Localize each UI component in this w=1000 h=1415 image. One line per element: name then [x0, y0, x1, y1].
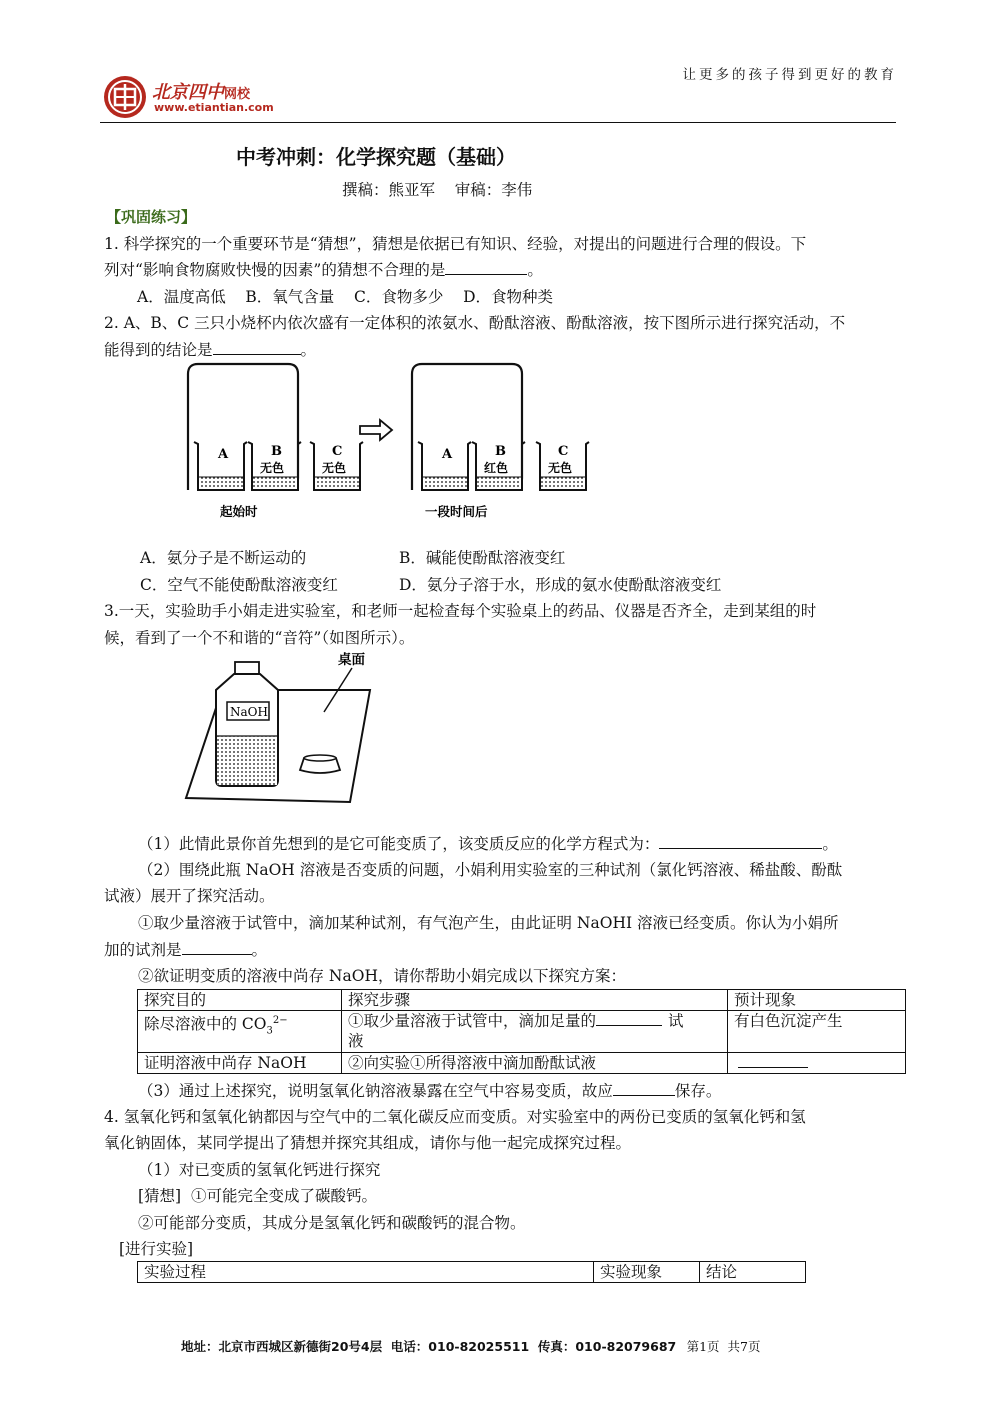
q1-line2: 列对“影响食物腐败快慢的因素”的猜想不合理的是 。 — [104, 261, 543, 279]
q2-option-b: B．碱能使酚酞溶液变红 — [399, 549, 566, 567]
q2-option-c: C．空气不能使酚酞溶液变红 — [140, 576, 338, 594]
cell-purpose-1: 除尽溶液中的 $CO_3^{2-}$ — [138, 1011, 342, 1053]
col-conclusion-header: 结论 — [700, 1262, 806, 1283]
q3-plan-table — [137, 989, 906, 1074]
label-a-right: A — [442, 447, 453, 462]
q3-p2-line2: 试液）展开了探究活动。 — [104, 887, 275, 905]
q3-line1: 3.一天，实验助手小娟走进实验室，和老师一起检查每个实验桌上的药品、仪器是否齐全，走到某组的时 — [104, 602, 817, 620]
table-header-row — [138, 990, 906, 1011]
q1-options: A．温度高低 B．氧气含量 C．食物多少 D．食物种类 — [137, 288, 553, 306]
label-a-left: A — [218, 447, 229, 462]
page-title: 中考冲刺：化学探究题（基础） — [236, 145, 516, 169]
cell-purpose-2: 证明溶液中尚存 NaOH — [138, 1053, 342, 1074]
cell-steps-1: ①取少量溶液于试管中，滴加足量的 试 液 — [342, 1011, 728, 1053]
col-process-header: 实验过程 — [138, 1262, 594, 1283]
q3-p3: （3）通过上述探究，说明氢氧化钠溶液暴露在空气中容易变质，故应 保存。 — [138, 1082, 722, 1100]
naoh-bottle-figure — [180, 650, 400, 810]
equation-blank[interactable] — [659, 834, 822, 849]
col-phenomenon-header: 预计现象 — [728, 990, 906, 1011]
table-header-row — [138, 1262, 806, 1283]
color-b-right: 红色 — [484, 461, 509, 475]
cell-phenomenon-2 — [728, 1053, 906, 1074]
header-rule — [100, 122, 896, 123]
label-b-right: B — [495, 444, 506, 459]
color-c-left: 无色 — [322, 461, 347, 475]
storage-blank[interactable] — [613, 1081, 675, 1096]
q3-line2: 候，看到了一个不和谐的“音符”（如图所示）。 — [104, 629, 415, 647]
label-c-left: C — [332, 444, 343, 459]
logo-url: www.etiantian.com — [154, 101, 274, 114]
color-c-right: 无色 — [548, 461, 573, 475]
phenomenon-blank[interactable] — [738, 1053, 808, 1068]
excess-reagent-blank[interactable] — [596, 1011, 662, 1026]
reagent-blank[interactable] — [182, 940, 252, 955]
q2-answer-blank[interactable] — [213, 340, 301, 355]
caption-left: 起始时 — [220, 504, 258, 519]
table-label: 桌面 — [338, 652, 365, 668]
q3-p2-2: ②欲证明变质的溶液中尚存 NaOH，请你帮助小娟完成以下探究方案： — [138, 967, 626, 985]
caption-right: 一段时间后 — [425, 504, 488, 519]
q4-line2: 氧化钠固体，某同学提出了猜想并探究其组成，请你与他一起完成探究过程。 — [104, 1134, 632, 1152]
footer-address: 地址：北京市西城区新德街20号4层 电话：010-82025511 传真：010-82079687 — [181, 1339, 677, 1354]
bottle-label: NaOH — [230, 705, 268, 719]
logo — [102, 72, 302, 122]
arrow-right-icon — [360, 420, 392, 440]
table-row — [138, 1011, 906, 1053]
q3-p1: （1）此情此景你首先想到的是它可能变质了，该变质反应的化学方程式为： 。 — [138, 835, 838, 853]
slogan: 让更多的孩子得到更好的教育 — [682, 67, 897, 83]
q3-p2-line1: （2）围绕此瓶 NaOH 溶液是否变质的问题，小娟利用实验室的三种试剂（氯化钙溶液、稀盐酸、酚酞 — [138, 861, 843, 879]
q4-exp-label: [进行实验] — [119, 1240, 194, 1258]
q2-option-a: A．氨分子是不断运动的 — [140, 549, 307, 567]
ammonia-experiment-figure — [180, 360, 600, 525]
q2-line1: 2. A、B、C 三只小烧杯内依次盛有一定体积的浓氨水、酚酞溶液、酚酞溶液，按下图所示进行探究活动，不 — [104, 314, 846, 332]
q4-guess2: ②可能部分变质，其成分是氢氧化钙和碳酸钙的混合物。 — [138, 1214, 526, 1232]
logo-suffix: 网校 — [224, 87, 251, 102]
q3-p2-1-line1: ①取少量溶液于试管中，滴加某种试剂，有气泡产生，由此证明 NaOHI 溶液已经变质。你认为小娟所 — [138, 914, 839, 932]
page-number: 第1页 共7页 — [686, 1339, 761, 1354]
section-heading: 【巩固练习】 — [106, 208, 197, 226]
col-phenomenon-header: 实验现象 — [594, 1262, 700, 1283]
authors: 撰稿：熊亚军 审稿：李伟 — [342, 181, 533, 199]
q4-guess1: [猜想] ①可能完全变成了碳酸钙。 — [138, 1187, 377, 1205]
q3-p2-1-line2: 加的试剂是 。 — [104, 941, 268, 959]
q1-answer-blank[interactable] — [445, 260, 527, 275]
footer — [181, 1337, 760, 1355]
logo-emblem-icon — [102, 74, 148, 120]
q4-p1: （1）对已变质的氢氧化钙进行探究 — [138, 1161, 381, 1179]
q2-line2: 能得到的结论是 。 — [104, 341, 317, 359]
q4-line1: 4. 氢氧化钙和氢氧化钠都因与空气中的二氧化碳反应而变质。对实验室中的两份已变质的氢氧化钙和氢 — [104, 1108, 806, 1126]
q4-experiment-table — [137, 1261, 806, 1283]
table-row — [138, 1053, 906, 1074]
label-c-right: C — [558, 444, 569, 459]
color-b-left: 无色 — [260, 461, 285, 475]
label-b-left: B — [271, 444, 282, 459]
col-purpose-header: 探究目的 — [138, 990, 342, 1011]
q2-option-d: D．氨分子溶于水，形成的氨水使酚酞溶液变红 — [399, 576, 722, 594]
cell-steps-2: ②向实验①所得溶液中滴加酚酞试液 — [342, 1053, 728, 1074]
col-steps-header: 探究步骤 — [342, 990, 728, 1011]
logo-name: 北京四中 — [152, 82, 224, 103]
cell-phenomenon-1: 有白色沉淀产生 — [728, 1011, 906, 1053]
q1-line1: 1. 科学探究的一个重要环节是“猜想”，猜想是依据已有知识、经验，对提出的问题进行合理的假设。下 — [104, 235, 807, 253]
